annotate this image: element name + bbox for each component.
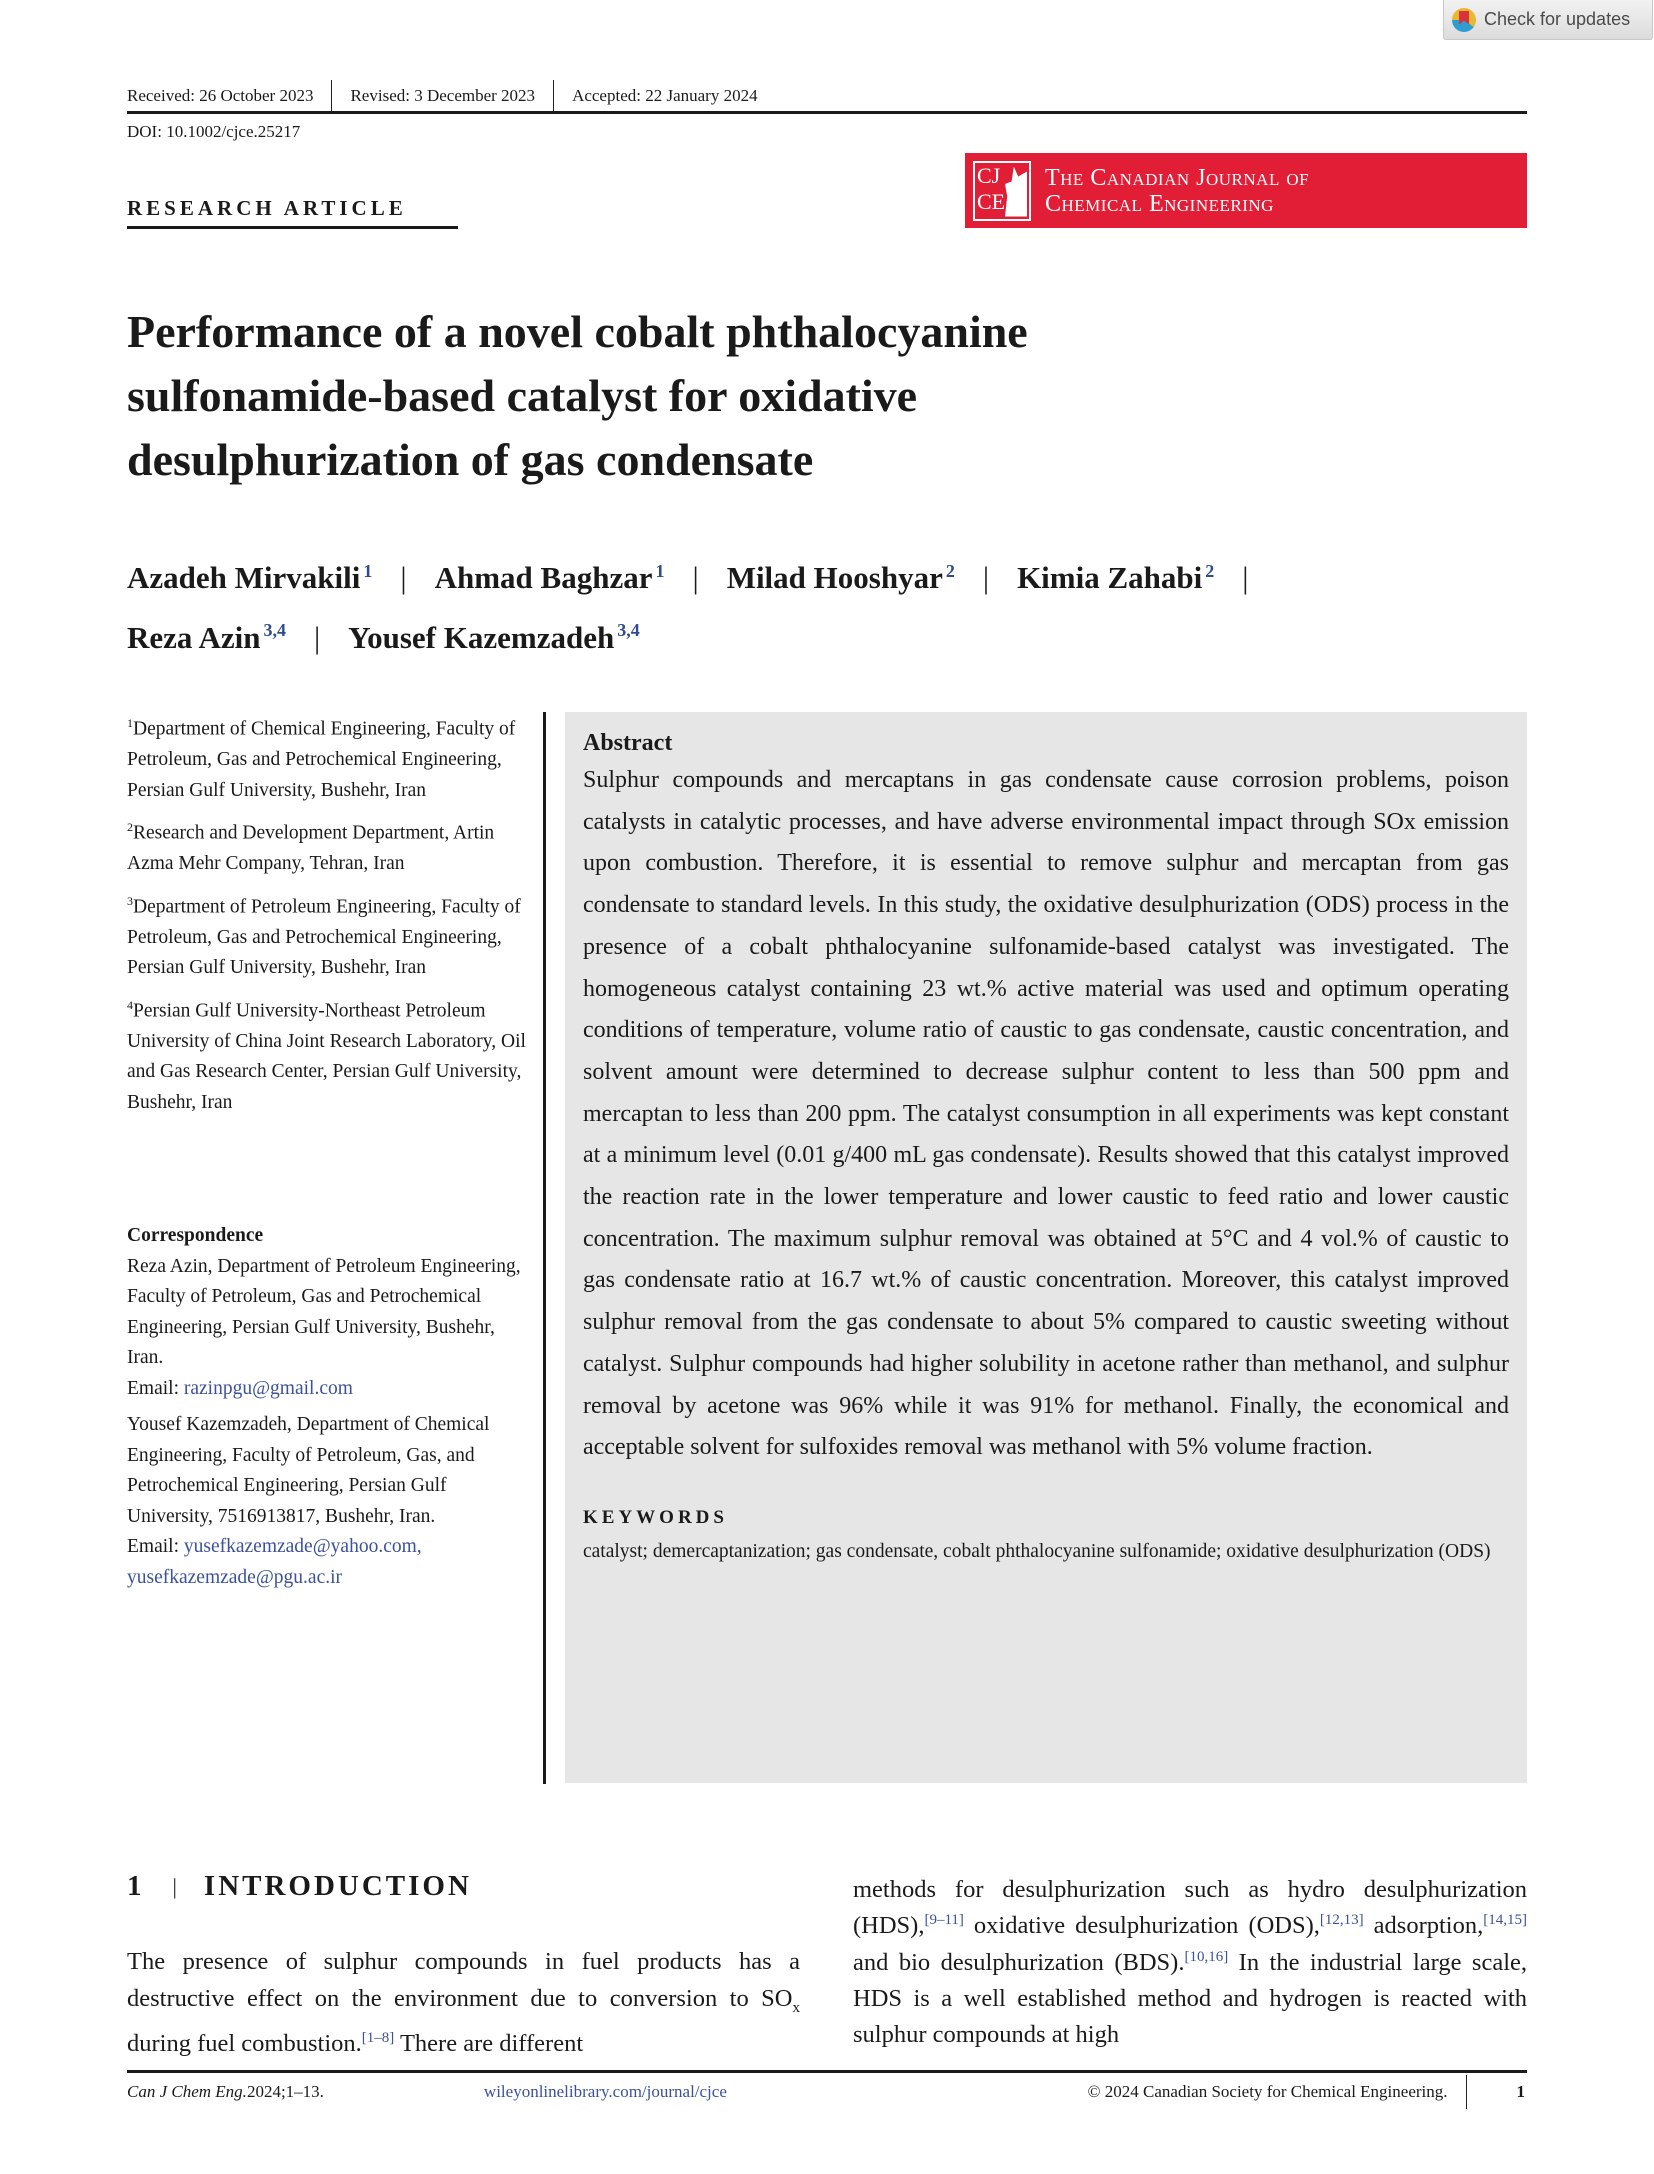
- journal-logo: [965, 153, 1527, 228]
- divider: |: [172, 1873, 180, 1899]
- correspondence-heading: Correspondence: [127, 1225, 264, 1246]
- subscript: x: [792, 1999, 800, 2016]
- abstract-box: [565, 712, 1527, 1783]
- body-text: In the industrial large scale, HDS is a well established method and hydrogen is reacted with sulphur compounds at high: [853, 1948, 1528, 2049]
- author[interactable]: [127, 620, 286, 655]
- accepted-date: Accepted: 22 January 2024: [572, 86, 758, 105]
- citation-link[interactable]: [9–11]: [924, 1912, 964, 1929]
- body-text: adsorption,: [1363, 1912, 1484, 1940]
- body-text: during fuel combustion.: [127, 2029, 362, 2057]
- doi: DOI: 10.1002/cjce.25217: [127, 122, 301, 141]
- affiliation-text: Persian Gulf University-Northeast Petroleum University of China Joint Research Laboratory, Oil and Gas Research Center, Persian Gulf University, Bushehr, Iran: [127, 1000, 526, 1113]
- email-link[interactable]: yusefkazemzade@pgu.ac.ir: [127, 1566, 343, 1588]
- article-type-rule: [127, 226, 458, 229]
- intro-column-right: [853, 1872, 1527, 2053]
- journal-abbrev: Can J Chem Eng.: [127, 2082, 247, 2101]
- affiliation-number: 2: [127, 820, 133, 834]
- article-title: Performance of a novel cobalt phthalocyanine sulfonamide-based catalyst for oxidative desulphurization of gas condensate: [127, 306, 1028, 485]
- citation-link[interactable]: [10,16]: [1184, 1948, 1229, 1965]
- body-text: The presence of sulphur compounds in fuel products has a destructive effect on the environment due to conversion to SO: [127, 1948, 800, 2012]
- affiliation-text: Department of Chemical Engineering, Faculty of Petroleum, Gas and Petrochemical Engineering, Persian Gulf University, Bushehr, Iran: [127, 718, 516, 801]
- header-rule: [127, 111, 1527, 114]
- correspondence-entry: [127, 1252, 527, 1405]
- journal-name-line1: The Canadian Journal of: [1045, 164, 1310, 191]
- citation-link[interactable]: [12,13]: [1319, 1912, 1364, 1929]
- affiliation-ref[interactable]: 3,4: [263, 620, 286, 641]
- divider: |: [400, 560, 407, 596]
- correspondence-text: Reza Azin, Department of Petroleum Engineering, Faculty of Petroleum, Gas and Petrochemical Engineering, Persian Gulf University, Bushehr, Iran.: [127, 1255, 521, 1368]
- crossmark-icon: [1452, 8, 1476, 32]
- affiliation-ref[interactable]: 1: [363, 561, 373, 581]
- keywords-text: catalyst; demercaptanization; gas condensate, cobalt phthalocyanine sulfonamide; oxidative desulphurization (ODS): [583, 1540, 1491, 1562]
- page-footer: [127, 2075, 1527, 2109]
- author-name: Milad Hooshyar: [726, 560, 943, 596]
- section-title: INTRODUCTION: [203, 1870, 472, 1902]
- body-text: There are different: [394, 2029, 584, 2057]
- divider: |: [982, 560, 990, 596]
- author-name: Reza Azin: [127, 619, 261, 655]
- cjce-mark-icon: [973, 161, 1031, 221]
- journal-url-link[interactable]: wileyonlinelibrary.com/journal/cjce: [483, 2082, 727, 2101]
- body-text: methods for desulphurization such as hydro desulphurization (HDS),: [853, 1876, 1527, 1940]
- email-link[interactable]: yusefkazemzade@yahoo.com,: [183, 1536, 422, 1557]
- body-text: oxidative desulphurization (ODS),: [963, 1912, 1320, 1940]
- divider: |: [692, 560, 699, 596]
- journal-volume: 2024;1–13.: [246, 2082, 324, 2101]
- author[interactable]: [348, 620, 640, 655]
- copyright: © 2024 Canadian Society for Chemical Engineering.: [1087, 2082, 1448, 2101]
- journal-name-line2: Chemical Engineering: [1045, 190, 1274, 217]
- abstract-text: Sulphur compounds and mercaptans in gas condensate cause corrosion problems, poison catalysts in catalytic processes, and have adverse environmental impact through SOx emission upon combustion. Therefore, it is essential to remove sulphur and mercaptan from gas condensate to standard levels. In this study, the oxidative desulphurization (ODS) process in the presence of a cobalt phthalocyanine sulfonamide-based catalyst was investigated. The homogeneous catalyst containing 23 wt.% active material was used and optimum operating conditions of temperature, volume ratio of caustic to gas condensate, caustic concentration, and solvent amount were determined to decrease sulphur content to less than 500 ppm and mercaptan to less than 200 ppm. The catalyst consumption in all experiments was kept constant at a minimum level (0.01 g/400 mL gas condensate). Results showed that this catalyst improved the reaction rate in the lower temperature and lower caustic to feed ratio and lower caustic concentration. The maximum sulphur removal was obtained at 5°C and 4 vol.% of caustic to gas condensate ratio at 16.7 wt.% of caustic concentration. Moreover, this catalyst improved sulphur removal from the gas condensate to about 5% compared to caustic sweeting without catalyst. Sulphur compounds had higher solubility in acetone rather than methanol, and sulphur removal by acetone was 96% while it was 91% for methanol. Finally, the economical and acceptable solvent for sulfoxides removal was methanol with 5% volume fraction.: [583, 767, 1509, 1461]
- page-number: 1: [1516, 2082, 1525, 2101]
- check-for-updates-button[interactable]: [1443, 0, 1653, 40]
- affiliation-text: Research and Development Department, Artin Azma Mehr Company, Tehran, Iran: [127, 822, 495, 874]
- affiliation-number: 1: [127, 716, 133, 730]
- logo-mark-line1: CJ: [977, 162, 1001, 188]
- abstract-heading: Abstract: [583, 730, 673, 756]
- affiliation-text: Department of Petroleum Engineering, Faculty of Petroleum, Gas and Petrochemical Engineering, Persian Gulf University, Bushehr, Iran: [127, 896, 521, 978]
- check-for-updates-label: Check for updates: [1484, 9, 1631, 29]
- email-label: Email:: [127, 1377, 184, 1399]
- author[interactable]: [1017, 560, 1214, 595]
- affiliation-ref[interactable]: 2: [1205, 561, 1215, 581]
- affiliation-ref[interactable]: 1: [655, 561, 665, 581]
- citation-link[interactable]: [14,15]: [1483, 1912, 1527, 1929]
- logo-mark-line2: CE: [977, 188, 1006, 214]
- author-name: Yousef Kazemzadeh: [348, 619, 615, 655]
- correspondence-entry: [127, 1410, 527, 1593]
- affiliation: [127, 812, 527, 880]
- intro-column-left: [127, 1944, 800, 2062]
- affiliation: [127, 990, 527, 1119]
- author-list: [127, 545, 1547, 664]
- footer-rule: [127, 2070, 1527, 2073]
- affiliation-number: 4: [127, 997, 133, 1012]
- keywords-heading: KEYWORDS: [583, 1506, 728, 1528]
- author-name: Ahmad Baghzar: [434, 560, 653, 596]
- author[interactable]: [727, 560, 955, 595]
- affiliation: [127, 886, 527, 984]
- section-number: 1: [127, 1870, 145, 1902]
- author[interactable]: [127, 560, 372, 595]
- affiliations: [127, 708, 527, 1124]
- affiliation: [127, 708, 527, 806]
- article-type: RESEARCH ARTICLE: [127, 196, 407, 220]
- body-text: and bio desulphurization (BDS).: [853, 1948, 1185, 1976]
- publication-dates: [127, 80, 1527, 112]
- author[interactable]: [435, 560, 665, 595]
- divider: [331, 80, 332, 112]
- revised-date: Revised: 3 December 2023: [350, 86, 536, 105]
- correspondence: [127, 1221, 527, 1599]
- correspondence-text: Yousef Kazemzadeh, Department of Chemical Engineering, Faculty of Petroleum, Gas, and Petrochemical Engineering, Persian Gulf University, 7516913817, Bushehr, Iran.: [127, 1414, 490, 1527]
- divider: |: [1242, 560, 1249, 596]
- journal-name: [1045, 165, 1309, 217]
- author-name: Kimia Zahabi: [1017, 560, 1203, 596]
- email-link[interactable]: razinpgu@gmail.com: [183, 1377, 353, 1399]
- affiliation-ref[interactable]: 3,4: [617, 620, 640, 641]
- abstract-side-rule: [543, 712, 546, 1784]
- affiliation-ref[interactable]: 2: [945, 561, 955, 581]
- author-name: Azadeh Mirvakili: [127, 560, 361, 596]
- received-date: Received: 26 October 2023: [127, 86, 314, 105]
- affiliation-number: 3: [127, 893, 133, 908]
- citation-link[interactable]: [1–8]: [361, 2029, 395, 2046]
- divider: [553, 80, 554, 112]
- section-heading: [127, 1870, 472, 1903]
- divider: |: [313, 619, 321, 655]
- email-label: Email:: [127, 1536, 184, 1557]
